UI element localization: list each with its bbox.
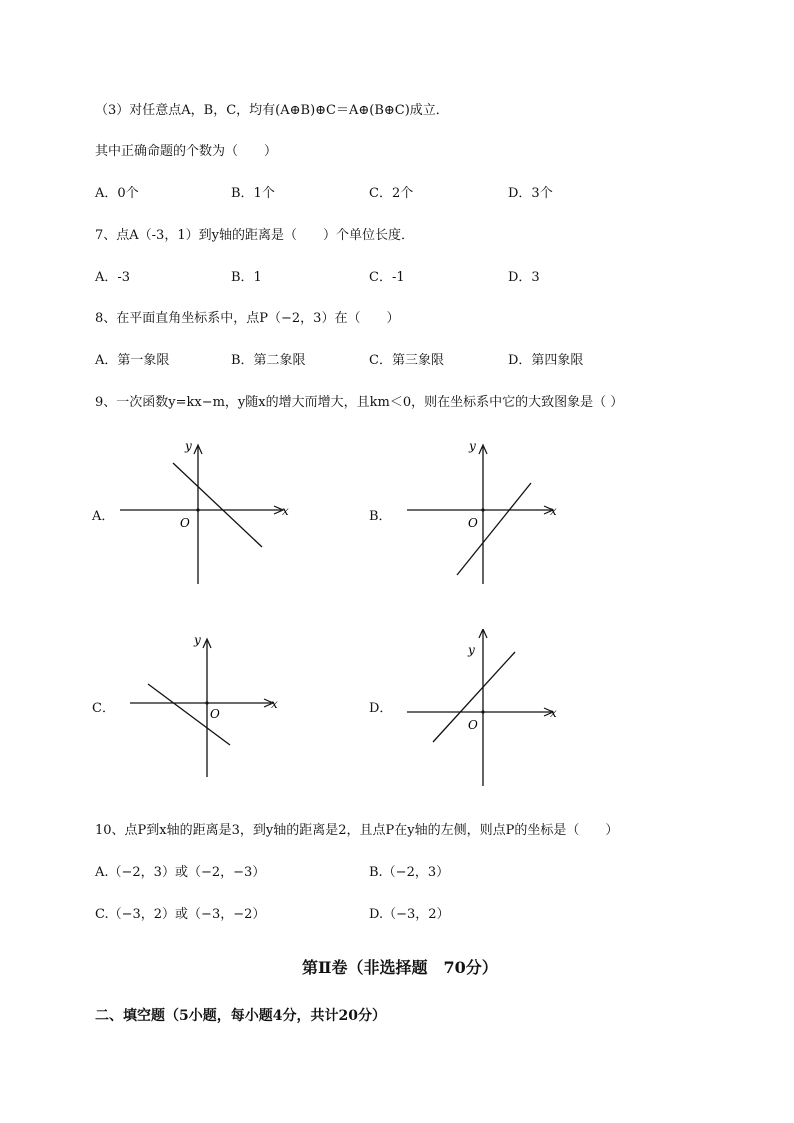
q9-graph-b	[405, 437, 585, 587]
q7-stem: 7、点A（-3，1）到y轴的距离是（ ）个单位长度．	[95, 228, 414, 243]
q9-d-y-label: y	[468, 643, 475, 657]
q10-stem: 10、点P到x轴的距离是3，到y轴的距离是2，且点P在y轴的左侧，则点P的坐标是（ ）	[95, 823, 619, 838]
q8-stem: 8、在平面直角坐标系中，点P（−2，3）在（ ）	[95, 311, 400, 326]
q9-b-origin-label: O	[468, 516, 478, 530]
q7-option-c: C．-1	[369, 270, 405, 285]
q10-option-a: A.（−2，3）或（−2，−3）	[95, 865, 266, 880]
q8-option-d: D．第四象限	[508, 353, 584, 368]
q9-c-x-label: x	[271, 697, 278, 711]
q9-d-x-label: x	[550, 706, 557, 720]
q10-option-c: C.（−3，2）或（−3，−2）	[95, 907, 266, 922]
q6-option-d: D．3个	[508, 186, 553, 201]
q9-a-x-label: x	[282, 504, 289, 518]
q9-c-y-label: y	[194, 633, 201, 647]
q6-condition-3: （3）对任意点A，B，C，均有(A⊕B)⊕C＝A⊕(B⊕C)成立．	[95, 103, 449, 118]
q9-stem: 9、一次函数y=kx−m，y随x的增大而增大，且km＜0，则在坐标系中它的大致图象是（ ）	[95, 395, 624, 410]
q8-option-b: B．第二象限	[231, 353, 306, 368]
section-2-subtitle: 二、填空题（5小题，每小题4分，共计20分）	[95, 1008, 386, 1024]
q8-option-a: A．第一象限	[95, 353, 170, 368]
q9-b-y-label: y	[469, 439, 476, 453]
q9-option-a-label: A．	[92, 509, 115, 524]
q6-option-b: B．1个	[231, 186, 275, 201]
q8-option-c: C．第三象限	[369, 353, 444, 368]
q9-graph-a	[118, 437, 298, 587]
q6-option-c: C．2个	[369, 186, 414, 201]
q6-option-a: A．0个	[95, 186, 139, 201]
q7-option-a: A．-3	[95, 270, 131, 285]
q9-b-x-label: x	[550, 504, 557, 518]
q6-stem: 其中正确命题的个数为（ ）	[95, 144, 278, 159]
q9-graph-c	[128, 629, 288, 779]
q9-option-d-label: D．	[369, 701, 393, 716]
q7-option-b: B．1	[231, 270, 262, 285]
q7-option-d: D．3	[508, 270, 540, 285]
q9-option-c-label: C．	[92, 701, 115, 716]
q10-option-d: D.（−3，2）	[369, 907, 450, 922]
q9-a-origin-label: O	[180, 516, 190, 530]
section-2-title: 第Ⅱ卷（非选择题 70分）	[302, 958, 498, 977]
q10-option-b: B.（−2，3）	[369, 865, 450, 880]
q9-option-b-label: B．	[369, 509, 392, 524]
q9-graph-d	[405, 629, 585, 789]
q9-d-origin-label: O	[468, 718, 478, 732]
q9-c-origin-label: O	[210, 707, 220, 721]
q9-a-y-label: y	[185, 439, 192, 453]
